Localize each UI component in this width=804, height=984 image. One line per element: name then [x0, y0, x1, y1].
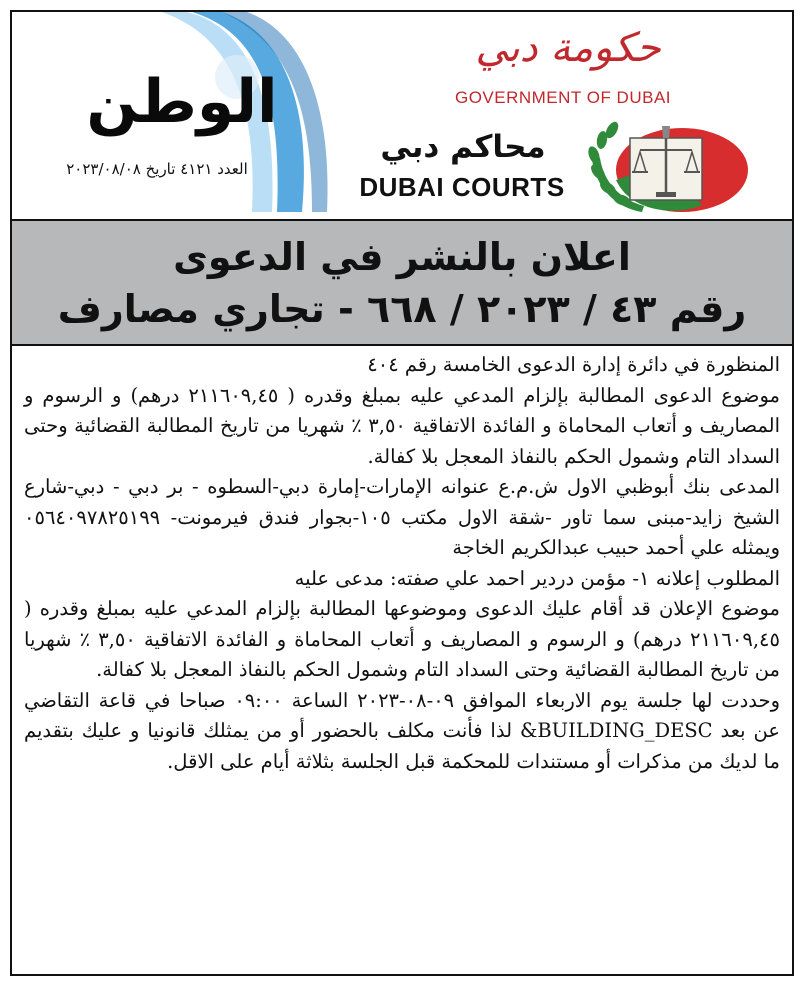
announcement-body — [24, 350, 780, 777]
announcement-frame — [10, 10, 794, 976]
courts-arabic-name: محاكم دبي — [380, 129, 546, 165]
body-paragraph-plaintiff: المدعى بنك أبوظبي الاول ش.م.ع عنوانه الإمارات-إمارة دبي-السطوه - بر دبي - دبي-شارع الشيخ زايد-مبنى سما تاور -شقة الاول مكتب ١٠٥-بجوار فندق فيرمونت- ٠٥٦٤٠٩٧٨٢٥١٩٩ ويمثله علي أحمد حبيب عبدالكريم الخاجة — [24, 475, 781, 559]
newspaper-name: الوطن — [86, 67, 278, 137]
government-english-text: GOVERNMENT OF DUBAI — [454, 88, 672, 107]
body-paragraph-department: المنظورة في دائرة إدارة الدعوى الخامسة رقم ٤٠٤ — [367, 353, 780, 376]
courts-english-name: DUBAI COURTS — [359, 172, 565, 202]
header — [12, 12, 792, 219]
body-paragraph-notice-subject: موضوع الإعلان قد أقام عليك الدعوى وموضوعها المطالبة بإلزام المدعي عليه بمبلغ وقدره ( ٢١١٦٠٩,٤٥ درهم) و الرسوم و المصاريف و أتعاب المحاماة و الفائدة الاتفاقية ٣,٥٠ ٪ شهريا من تاريخ المطالبة القضائية وحتى السداد التام وشمول الحكم بالنفاذ المعجل بلا كفالة. — [24, 597, 780, 681]
announcement-title-band — [12, 219, 792, 346]
issue-number-date: العدد ٤١٢١ تاريخ ٢٠٢٣/٠٨/٠٨ — [66, 160, 248, 178]
body-paragraph-defendant: المطلوب إعلانه ١- مؤمن دردير احمد علي صفته: مدعى عليه — [294, 566, 780, 590]
body-paragraph-claim-subject: موضوع الدعوى المطالبة بإلزام المدعي عليه بمبلغ وقدره ( ٢١١٦٠٩,٤٥ درهم) و الرسوم و المصاريف و أتعاب المحاماة و الفائدة الاتفاقية ٣,٥٠ ٪ شهريا من تاريخ المطالبة القضائية وحتى السداد التام وشمول الحكم بالنفاذ المعجل بلا كفالة. — [24, 383, 781, 468]
government-arabic-logo-text: حكومة دبي — [475, 25, 661, 71]
announcement-title: اعلان بالنشر في الدعوى — [173, 235, 631, 279]
dubai-courts-seal-icon — [572, 120, 750, 214]
body-paragraph-hearing: وحددت لها جلسة يوم الاربعاء الموافق ٠٩-٠٨-٢٠٢٣ الساعة ٠٩:٠٠ صباحا في قاعة التقاضي عن بعد BUILDING_DESC& لذا فأنت مكلف بالحضور أو من يمثلك قانونيا و عليك بتقديم ما لديك من مذكرات أو مستندات للمحكمة قبل الجلسة بثلاثة أيام على الاقل. — [24, 688, 781, 773]
case-number: رقم ٤٣ / ٢٠٢٣ / ٦٦٨ - تجاري مصارف — [57, 287, 747, 331]
